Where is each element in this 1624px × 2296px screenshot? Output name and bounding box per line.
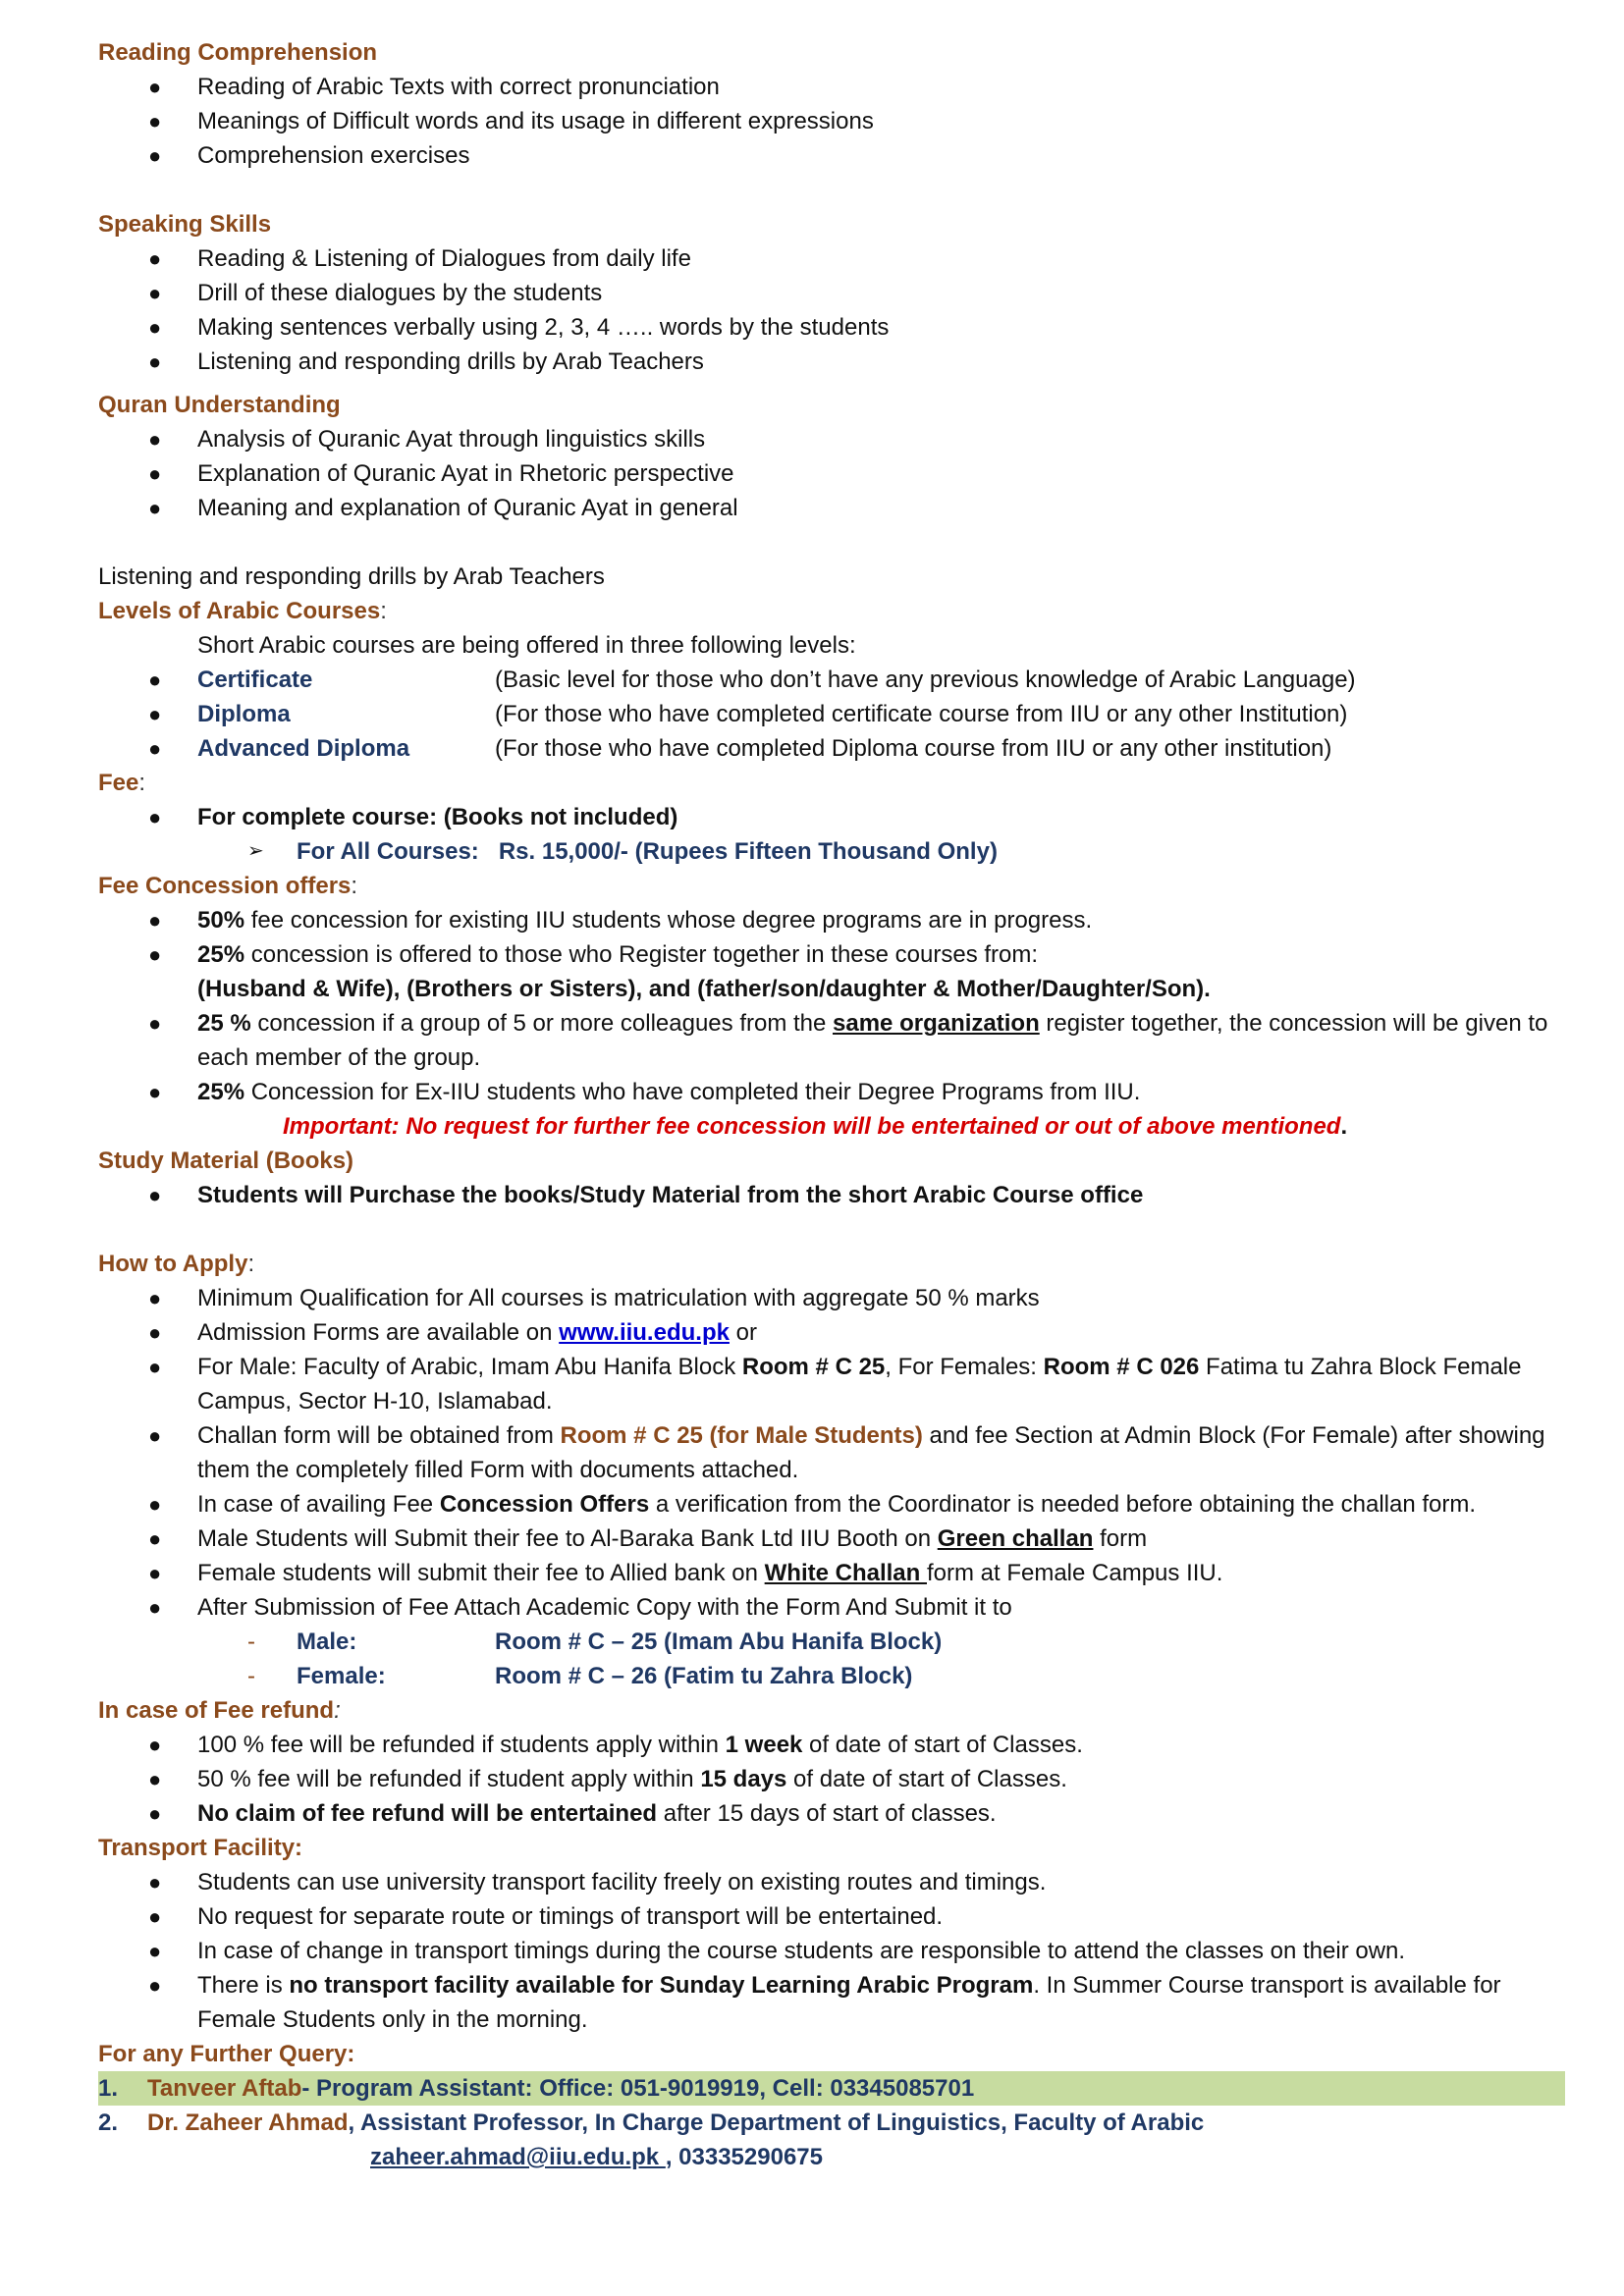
list-item: ● 50% fee concession for existing IIU students whose degree programs are in progress. (98, 903, 1571, 937)
list-item: ● Admission Forms are available on www.iiu.edu.pk or (98, 1315, 1571, 1350)
list-item: ● Male Students will Submit their fee to Al-Baraka Bank Ltd IIU Booth on Green challan form (98, 1522, 1571, 1556)
levels-intro: Short Arabic courses are being offered in three following levels: (197, 632, 856, 659)
bullet-icon: ● (148, 1286, 162, 1310)
list-item: ● In case of availing Fee Concession Offers a verification from the Coordinator is needed before obtaining the challan form. (98, 1487, 1571, 1522)
bullet-icon: ● (148, 143, 162, 168)
level-item: ● Certificate (Basic level for those who don’t have any previous knowledge of Arabic Language) (98, 663, 1571, 697)
contact-row-1: 1. Tanveer Aftab- Program Assistant: Office: 051-9019919, Cell: 03345085701 (98, 2071, 1565, 2106)
section-heading-study: Study Material (Books) (98, 1148, 354, 1174)
bullet-icon: ● (148, 1973, 162, 1998)
bullet-icon: ● (148, 1870, 162, 1895)
arrow-bullet-icon: ➢ (247, 840, 264, 862)
concession-relations: (Husband & Wife), (Brothers or Sisters), and (father/son/daughter & Mother/Daughter/Son). (197, 976, 1211, 1002)
bullet-icon: ● (148, 1767, 162, 1791)
list-item: ● Reading of Arabic Texts with correct pronunciation (98, 70, 1571, 104)
contact-email-line: zaheer.ahmad@iiu.edu.pk , 03335290675 (370, 2144, 823, 2170)
list-item: ● After Submission of Fee Attach Academic Copy with the Form And Submit it to (98, 1590, 1571, 1625)
bullet-icon: ● (148, 1939, 162, 1963)
list-item: ● 25% Concession for Ex-IIU students who have completed their Degree Programs from IIU. (98, 1075, 1571, 1109)
bullet-icon: ● (148, 736, 162, 761)
bullet-icon: ● (148, 1492, 162, 1517)
bullet-icon: ● (148, 702, 162, 726)
bullet-icon: ● (148, 246, 162, 271)
list-item: ● Meaning and explanation of Quranic Ayat in general (98, 491, 1571, 525)
list-item: ● Students can use university transport facility freely on existing routes and timings. (98, 1865, 1571, 1899)
bullet-icon: ● (148, 281, 162, 305)
dash-bullet-icon: - (247, 1629, 255, 1655)
female-room: - Female: Room # C – 26 (Fatim tu Zahra Block) (98, 1659, 1571, 1693)
section-heading-transport: Transport Facility: (98, 1835, 303, 1861)
section-heading-fee: Fee: (98, 770, 146, 796)
list-item: ● Making sentences verbally using 2, 3, 4 ….. words by the students (98, 310, 1571, 345)
bullet-icon: ● (148, 667, 162, 692)
level-item: ● Diploma (For those who have completed certificate course from IIU or any other Institution) (98, 697, 1571, 731)
list-item: ● Explanation of Quranic Ayat in Rhetoric perspective (98, 456, 1571, 491)
bullet-icon: ● (148, 1011, 162, 1036)
list-item: ● No claim of fee refund will be entertained after 15 days of start of classes. (98, 1796, 1571, 1831)
bullet-icon: ● (148, 805, 162, 829)
bullet-icon: ● (148, 315, 162, 340)
list-item: ● Reading & Listening of Dialogues from daily life (98, 241, 1571, 276)
section-heading-query: For any Further Query: (98, 2041, 355, 2067)
list-item: ● Analysis of Quranic Ayat through linguistics skills (98, 422, 1571, 456)
bullet-icon: ● (148, 1423, 162, 1448)
list-item: ● Students will Purchase the books/Study Material from the short Arabic Course office (98, 1178, 1571, 1212)
document-page (98, 35, 1571, 2174)
bullet-icon: ● (148, 908, 162, 933)
bullet-icon: ● (148, 1355, 162, 1379)
list-item: ● In case of change in transport timings during the course students are responsible to attend the classes on their own. (98, 1934, 1571, 1968)
bullet-icon: ● (148, 942, 162, 967)
contact-row-2: 2. Dr. Zaheer Ahmad, Assistant Professor, In Charge Department of Linguistics, Faculty of Arabic (98, 2109, 1205, 2136)
list-item: ● Challan form will be obtained from Room # C 25 (for Male Students) and fee Section at Admin Block (For Female) after showing them the completely filled Form with documents attached. (98, 1418, 1550, 1487)
bullet-icon: ● (148, 1801, 162, 1826)
bullet-icon: ● (148, 461, 162, 486)
listening-line: Listening and responding drills by Arab Teachers (98, 563, 605, 590)
bullet-icon: ● (148, 75, 162, 99)
section-heading-speaking: Speaking Skills (98, 211, 272, 238)
list-item: ● There is no transport facility available for Sunday Learning Arabic Program. In Summer Course transport is available for Female Students only in the morning. (98, 1968, 1550, 2037)
website-link[interactable]: www.iiu.edu.pk (559, 1319, 730, 1346)
section-heading-refund: In case of Fee refund: (98, 1697, 341, 1724)
bullet-icon: ● (148, 109, 162, 133)
fee-all-courses: ➢ For All Courses: Rs. 15,000/- (Rupees Fifteen Thousand Only) (98, 834, 1571, 869)
section-heading-concession: Fee Concession offers: (98, 873, 358, 899)
bullet-icon: ● (148, 1733, 162, 1757)
email-link[interactable]: zaheer.ahmad@iiu.edu.pk (370, 2144, 666, 2170)
list-item: ● Female students will submit their fee to Allied bank on White Challan form at Female Campus IIU. (98, 1556, 1571, 1590)
list-item: ● Drill of these dialogues by the students (98, 276, 1571, 310)
bullet-icon: ● (148, 1561, 162, 1585)
list-item: ● Minimum Qualification for All courses is matriculation with aggregate 50 % marks (98, 1281, 1571, 1315)
important-note: Important: No request for further fee concession will be entertained or out of above mentioned. (283, 1113, 1348, 1140)
list-item: ● Listening and responding drills by Arab Teachers (98, 345, 1571, 379)
list-item: ● Comprehension exercises (98, 138, 1571, 173)
bullet-icon: ● (148, 1904, 162, 1929)
section-heading-quran: Quran Understanding (98, 392, 341, 418)
bullet-icon: ● (148, 496, 162, 520)
bullet-icon: ● (148, 349, 162, 374)
section-heading-reading: Reading Comprehension (98, 39, 378, 66)
bullet-icon: ● (148, 1183, 162, 1207)
list-item: ● 25 % concession if a group of 5 or more colleagues from the same organization register together, the concession will be given to each member of the group. (98, 1006, 1550, 1075)
bullet-icon: ● (148, 1320, 162, 1345)
list-item: ● 50 % fee will be refunded if student apply within 15 days of date of start of Classes. (98, 1762, 1571, 1796)
list-item: ● For complete course: (Books not included) (98, 800, 1571, 834)
section-heading-apply: How to Apply: (98, 1251, 255, 1277)
list-item: ● No request for separate route or timings of transport will be entertained. (98, 1899, 1571, 1934)
list-item: ● For Male: Faculty of Arabic, Imam Abu Hanifa Block Room # C 25, For Females: Room # C 026 Fatima tu Zahra Block Female Campus, Sector H-10, Islamabad. (98, 1350, 1550, 1418)
bullet-icon: ● (148, 1526, 162, 1551)
section-heading-levels: Levels of Arabic Courses: (98, 598, 387, 624)
list-item: ● Meanings of Difficult words and its usage in different expressions (98, 104, 1571, 138)
male-room: - Male: Room # C – 25 (Imam Abu Hanifa Block) (98, 1625, 1571, 1659)
bullet-icon: ● (148, 1080, 162, 1104)
dash-bullet-icon: - (247, 1663, 255, 1689)
list-item: ● 25% concession is offered to those who Register together in these courses from: (98, 937, 1571, 972)
bullet-icon: ● (148, 427, 162, 452)
list-item: ● 100 % fee will be refunded if students apply within 1 week of date of start of Classes. (98, 1728, 1571, 1762)
bullet-icon: ● (148, 1595, 162, 1620)
level-item: ● Advanced Diploma (For those who have completed Diploma course from IIU or any other institution) (98, 731, 1571, 766)
